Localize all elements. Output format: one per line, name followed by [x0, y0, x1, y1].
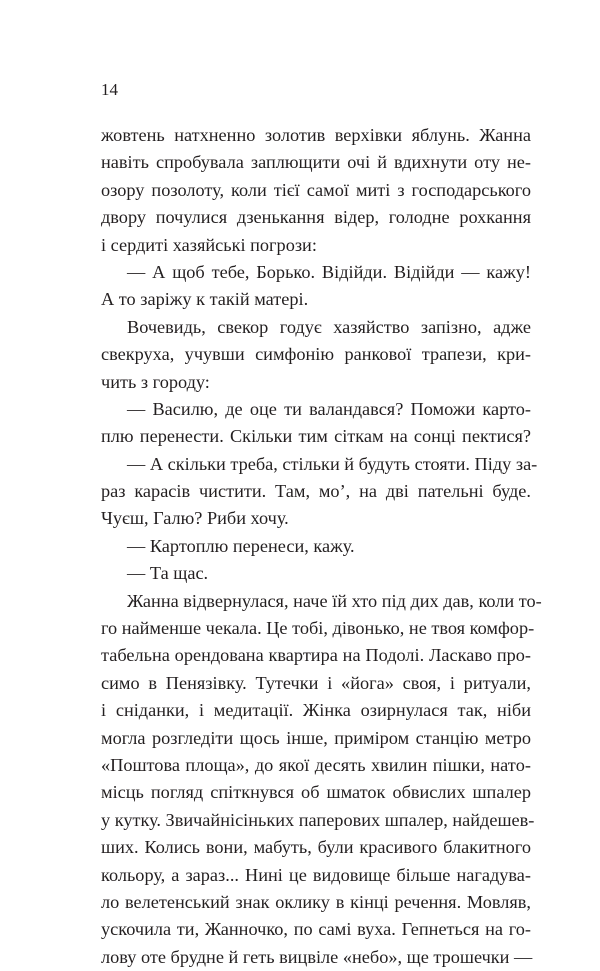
text-line: Жанна відвернулася, наче їй хто під дих дав, коли то- — [127, 590, 542, 611]
text-line: у кутку. Звичайнісіньких паперових шпалер, найдешев- — [101, 809, 535, 830]
page-number: 14 — [101, 80, 118, 99]
text-line: — А скільки треба, стільки й будуть стояти. Піду за- — [127, 453, 538, 474]
text-line: — Картоплю перенеси, кажу. — [127, 535, 355, 556]
body-text — [101, 122, 542, 971]
text-line: «Поштова площа», до якої десять хвилин пішки, натo- — [101, 754, 531, 775]
text-line: ших. Колись вони, мабуть, були красивого блакитного — [101, 837, 531, 858]
text-line: ло велетенський знак оклику в кінці речення. Мовляв, — [101, 891, 531, 912]
text-line: Чуєш, Галю? Риби хочу. — [101, 508, 289, 529]
text-line: Вочевидь, свекор годує хазяйство запізно, адже — [127, 316, 531, 337]
text-line: жовтень натхненно золотив верхівки яблунь. Жанна — [101, 125, 531, 145]
text-line: чить з городу: — [101, 371, 210, 392]
text-line: го найменше чекала. Це тобі, дівонько, не твоя комфор- — [101, 618, 535, 639]
text-line: і сніданки, і медитації. Жінка озирнулася так, ніби — [101, 700, 531, 721]
text-line: плю перенести. Скільки тим сіткам на сонці пектися? — [101, 426, 531, 447]
text-line: раз карасів чистити. Там, мо’, на дві пательні буде. — [101, 481, 531, 502]
text-line: — А щоб тебе, Борько. Відійди. Відійди — кажу! — [127, 261, 531, 282]
text-line: навіть спробувала заплющити очі й вдихнути оту не- — [101, 152, 531, 173]
text-line: ускочила ти, Жанночко, по самі вуха. Гепнеться на го- — [101, 919, 531, 940]
text-line: кольору, а зараз... Нині це видовище більше нагадува- — [101, 864, 531, 885]
text-line: могла розгледіти щось інше, приміром станцію метро — [101, 727, 531, 748]
text-line: А то заріжу к такій матері. — [101, 289, 309, 310]
text-line: і сердиті хазяйські погрози: — [101, 234, 317, 255]
text-line: лову оте брудне й геть вицвіле «небо», ще трошечки — — [101, 946, 533, 967]
text-line: — Василю, де оце ти валандався? Поможи карто- — [127, 398, 531, 419]
text-line: озору позолоту, коли тієї самої миті з господарського — [101, 179, 531, 200]
text-line: симо в Пенязівку. Тутечки і «йога» своя, і ритуали, — [101, 672, 531, 693]
text-line: місць погляд спіткнувся об шматок обвислих шпалер — [101, 782, 531, 803]
text-line: — Та щас. — [127, 563, 209, 584]
text-line: двору почулися дзенькання відер, голодне рохкання — [101, 207, 531, 228]
text-line: свекруха, учувши симфонію ранкової трапези, кри- — [101, 344, 531, 365]
text-line: табельна орендована квартира на Подолі. Ласкаво про- — [101, 645, 531, 666]
